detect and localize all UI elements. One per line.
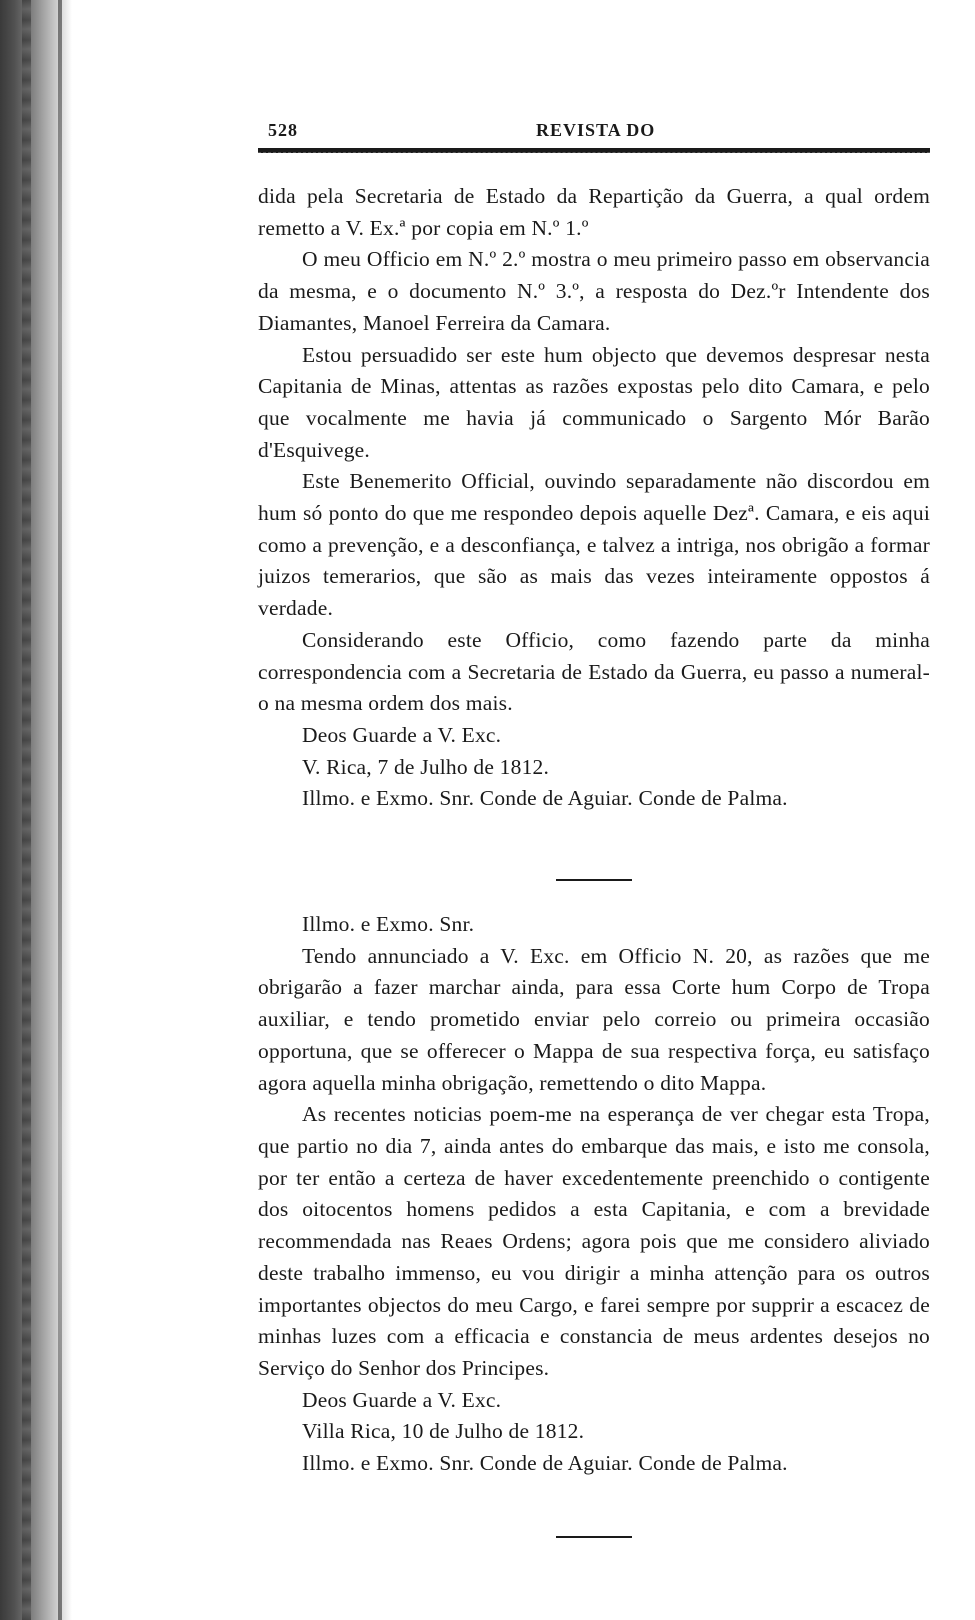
paragraph: O meu Officio em N.º 2.º mostra o meu primeiro passo em observancia da mesma, e o documento N.º 3.º, a resposta do Dez.ºr Intendente dos Diamantes, Manoel Ferreira da Camara. [258, 247, 930, 335]
closing-formula: Deos Guarde a V. Exc. [302, 1387, 502, 1412]
addressee-line: Illmo. e Exmo. Snr. Conde de Aguiar. Conde de Palma. [302, 1451, 788, 1476]
paragraph: Tendo annunciado a V. Exc. em Officio N. 20, as razões que me obrigarão a fazer marchar ainda, para essa Corte hum Corpo de Tropa auxiliar, e tendo prometido enviar pelo correio ou primeira occasião opportuna, que se offerecer o Mappa de sua respectiva força, eu satisfaço agora aquella minha obrigação, remettendo o dito Mappa. [258, 943, 930, 1095]
place-date: V. Rica, 7 de Julho de 1812. [302, 754, 550, 779]
closing-formula: Deos Guarde a V. Exc. [302, 722, 502, 747]
book-binding-gutter [0, 0, 72, 1620]
paragraph: Considerando este Officio, como fazendo parte da minha correspondencia com a Secretaria de Estado da Guerra, eu passo a numeral-o na mesma ordem dos mais. [258, 627, 930, 716]
addressee-line: Illmo. e Exmo. Snr. Conde de Aguiar. Conde de Palma. [302, 786, 788, 811]
binding-shadow [22, 0, 31, 1620]
header-rule [258, 148, 930, 153]
letter-1 [258, 181, 930, 815]
running-head: REVISTA DO [536, 120, 656, 140]
paragraph: dida pela Secretaria de Estado da Repartição da Guerra, a qual ordem remetto a V. Ex.ª por copia em N.º 1.º [258, 184, 930, 240]
page-body [258, 181, 930, 1538]
page-number: 528 [268, 120, 298, 140]
paragraph: As recentes noticias poem-me na esperança de ver chegar esta Tropa, que partio no dia 7, ainda antes do embarque das mais, e isto me consola, por ter então a certeza de haver excedentemente preenchido o contigente dos oitocentos homens pedidos a esta Capitania, e com a brevidade recommendada nas Reaes Ordens; agora pois que me considero aliviado deste trabalho immenso, eu vou dirigir a minha attenção para os outros importantes objectos do meu Cargo, e farei sempre por supprir a escacez de minhas luzes com a efficacia e constancia de meus ardentes desejos no Serviço do Senhor dos Principes. [258, 1102, 930, 1380]
salutation: Illmo. e Exmo. Snr. [302, 912, 475, 937]
section-separator [556, 879, 632, 881]
paragraph: Este Benemerito Official, ouvindo separadamente não discordou em hum só ponto do que me respondeo depois aquelle Dezª. Camara, e eis aqui como a prevenção, e a desconfiança, e talvez a intriga, nos obrigão a formar juizos temerarios, que são as mais das vezes inteiramente oppostos á verdade. [258, 469, 930, 621]
binding-edge [58, 0, 62, 1620]
paragraph: Estou persuadido ser este hum objecto que devemos despresar nesta Capitania de Minas, attentas as razões expostas pelo dito Camara, e pelo que vocalmente me havia já communicado o Sargento Mór Barão d'Esquivege. [258, 342, 930, 462]
letter-2 [258, 909, 930, 1480]
page [258, 112, 930, 1538]
place-date: Villa Rica, 10 de Julho de 1812. [302, 1419, 585, 1444]
section-separator [556, 1536, 632, 1538]
page-header [258, 112, 930, 142]
